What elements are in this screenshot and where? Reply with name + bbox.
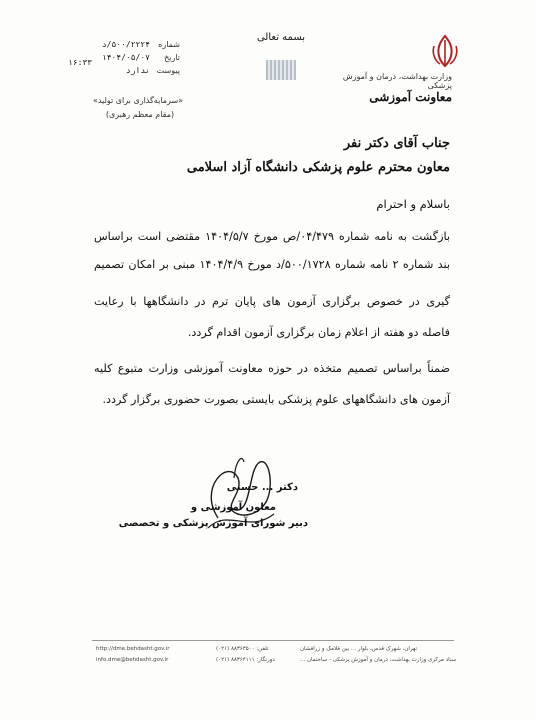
footer-address: ستاد مرکزی وزارت بهداشت، درمان و آموزش پزشکی - ساختمان ... [300, 657, 457, 663]
iran-emblem-icon [428, 32, 462, 72]
body-line: ضمناً براساس تصمیم متخذه در حوزه معاونت آموزشی وزارت متبوع کلیه [94, 362, 450, 375]
ref-value: ندارد [125, 66, 150, 75]
body-line: بند شماره ۲ نامه شماره ۵۰۰/۱۷۲۸/د مورخ ۱۴۰۴/۴/۹ مبنی بر امکان تصمیم [94, 258, 450, 271]
signatory-role: معاون آموزشی و [190, 502, 276, 513]
ref-value: ۵۰۰/۲۲۲۴/د [101, 40, 150, 49]
ref-label: پیوست [156, 66, 180, 75]
greeting: باسلام و احترام [376, 197, 450, 211]
footer-website: http://dme.behdasht.gov.ir [96, 646, 170, 652]
basmala-text: بسمه تعالی [256, 32, 306, 43]
footer-fax: دورنگار: ۸۸۳۶۴۱۱۱ (۰۲۱) [216, 657, 275, 663]
addressee-title: معاون محترم علوم پزشکی دانشگاه آزاد اسلامی [186, 160, 450, 175]
addressee-name: جناب آقای دکتر نفر [343, 136, 450, 151]
footer-divider [92, 640, 454, 641]
timestamp: ۱۶:۳۳ [68, 58, 93, 67]
ministry-name: وزارت بهداشت، درمان و آموزش پزشکی [342, 72, 452, 90]
ref-value: ۱۴۰۴/۰۵/۰۷ [101, 53, 150, 62]
ref-label: شماره [158, 40, 180, 49]
footer-email: info.dme@behdasht.gov.ir [96, 657, 169, 663]
motto-text: «سرمایه‌گذاری برای تولید» [92, 96, 184, 105]
qr-code-icon [266, 60, 296, 80]
signatory-role: دبیر شورای آموزش پزشکی و تخصصی [118, 518, 308, 529]
footer-address: تهران، شهرک قدس، بلوار ... بین فلامک و زرافشان [300, 646, 418, 652]
body-line: گیری در خصوص برگزاری آزمون های پایان ترم در دانشگاهها با رعایت [94, 295, 450, 308]
body-line: بازگشت به نامه شماره ۰۴/۴۷۹/ص مورخ ۱۴۰۴/۵/۷ مقتضی است براساس [94, 230, 450, 243]
motto-source: (مقام معظم رهبری) [105, 110, 175, 119]
ref-row-attachment [60, 66, 180, 79]
footer-phone: تلفن: ۸۸۳۶۳۵۰۰ (۰۲۱) [216, 646, 269, 652]
signatory-name: دکتر ... حسنی [226, 482, 298, 493]
ref-row-number [60, 40, 180, 53]
body-line: آزمون های دانشگاههای علوم پزشکی بایستی بصورت حضوری برگزار گردد. [102, 393, 450, 406]
deputy-name: معاونت آموزشی [369, 90, 452, 104]
body-line: فاصله دو هفته از اعلام زمان برگزاری آزمون اقدام گردد. [187, 326, 450, 339]
ref-label: تاریخ [164, 53, 180, 62]
